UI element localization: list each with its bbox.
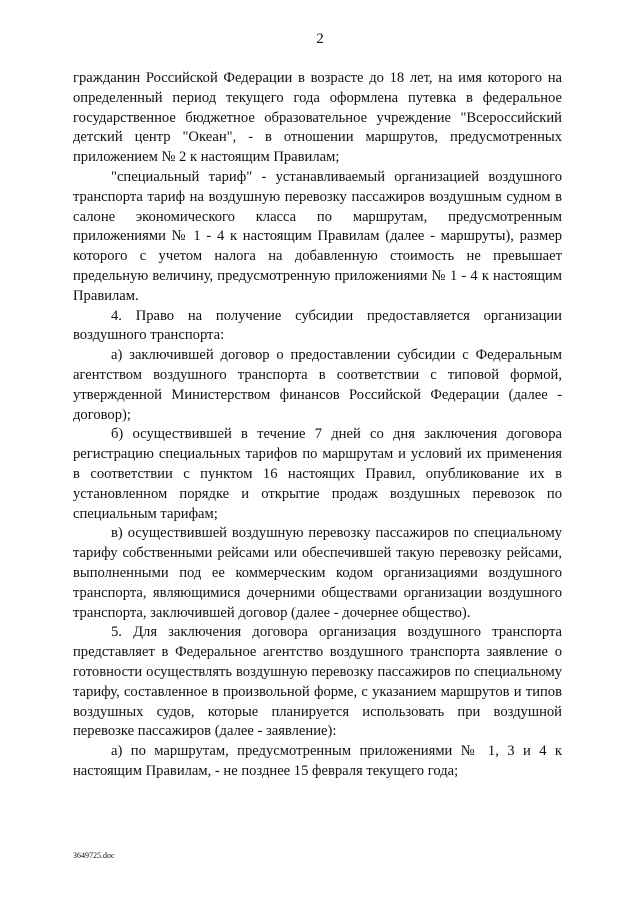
paragraph-item-5: 5. Для заключения договора организация воздушного транспорта представляет в Федеральное агентство воздушного транспорта заявление о готовности осуществлять воздушную перевозку пассажиров по специальному тарифу, составленное в произвольной форме, с указанием маршрутов и типов воздушных судов, которые планируется использовать при воздушной перевозке пассажиров (далее - заявление): bbox=[73, 624, 562, 740]
page-number: 2 bbox=[316, 31, 324, 47]
paragraph-item-5a: а) по маршрутам, предусмотренным приложениями № 1, 3 и 4 к настоящим Правилам, - не позднее 15 февраля текущего года; bbox=[73, 743, 562, 779]
paragraph-item-4c: в) осуществившей воздушную перевозку пассажиров по специальному тарифу собственными рейсами или обеспечившей такую перевозку рейсами, выполненными под ее коммерческим кодом организациями воздушного транспорта, являющимися дочерними обществами организации воздушного транспорта, заключившей договор (далее - дочернее общество). bbox=[73, 525, 562, 621]
paragraph-item-4a: а) заключившей договор о предоставлении субсидии с Федеральным агентством воздушного транспорта в соответствии с типовой формой, утвержденной Министерством финансов Российской Федерации (далее - договор); bbox=[73, 347, 562, 423]
paragraph-item-4: 4. Право на получение субсидии предоставляется организации воздушного транспорта: bbox=[73, 307, 562, 344]
paragraph-item-4b: б) осуществившей в течение 7 дней со дня заключения договора регистрацию специальных тарифов по маршрутам и условий их применения в соответствии с пунктом 16 настоящих Правил, опубликование их в установленном порядке и открытие продаж воздушных перевозок по специальным тарифам; bbox=[73, 426, 562, 522]
document-body bbox=[73, 69, 562, 782]
paragraph-special-tariff-definition: "специальный тариф" - устанавливаемый организацией воздушного транспорта тариф на воздушную перевозку пассажиров воздушным судном в салоне экономического класса по маршрутам, предусмотренным приложениями № 1 - 4 к настоящим Правилам (далее - маршруты), размер которого с учетом налога на добавленную стоимость не превышает предельную величину, предусмотренную приложениями № 1 - 4 к настоящим Правилам. bbox=[73, 168, 562, 304]
footer-document-code: 3649725.doc bbox=[73, 851, 115, 860]
paragraph-recipient-definition-end: гражданин Российской Федерации в возрасте до 18 лет, на имя которого на определенный период текущего года оформлена путевка в федеральное государственное бюджетное образовательное учреждение "Всероссийский детский центр "Океан", - в отношении маршрутов, предусмотренных приложением № 2 к настоящим Правилам; bbox=[73, 70, 562, 166]
